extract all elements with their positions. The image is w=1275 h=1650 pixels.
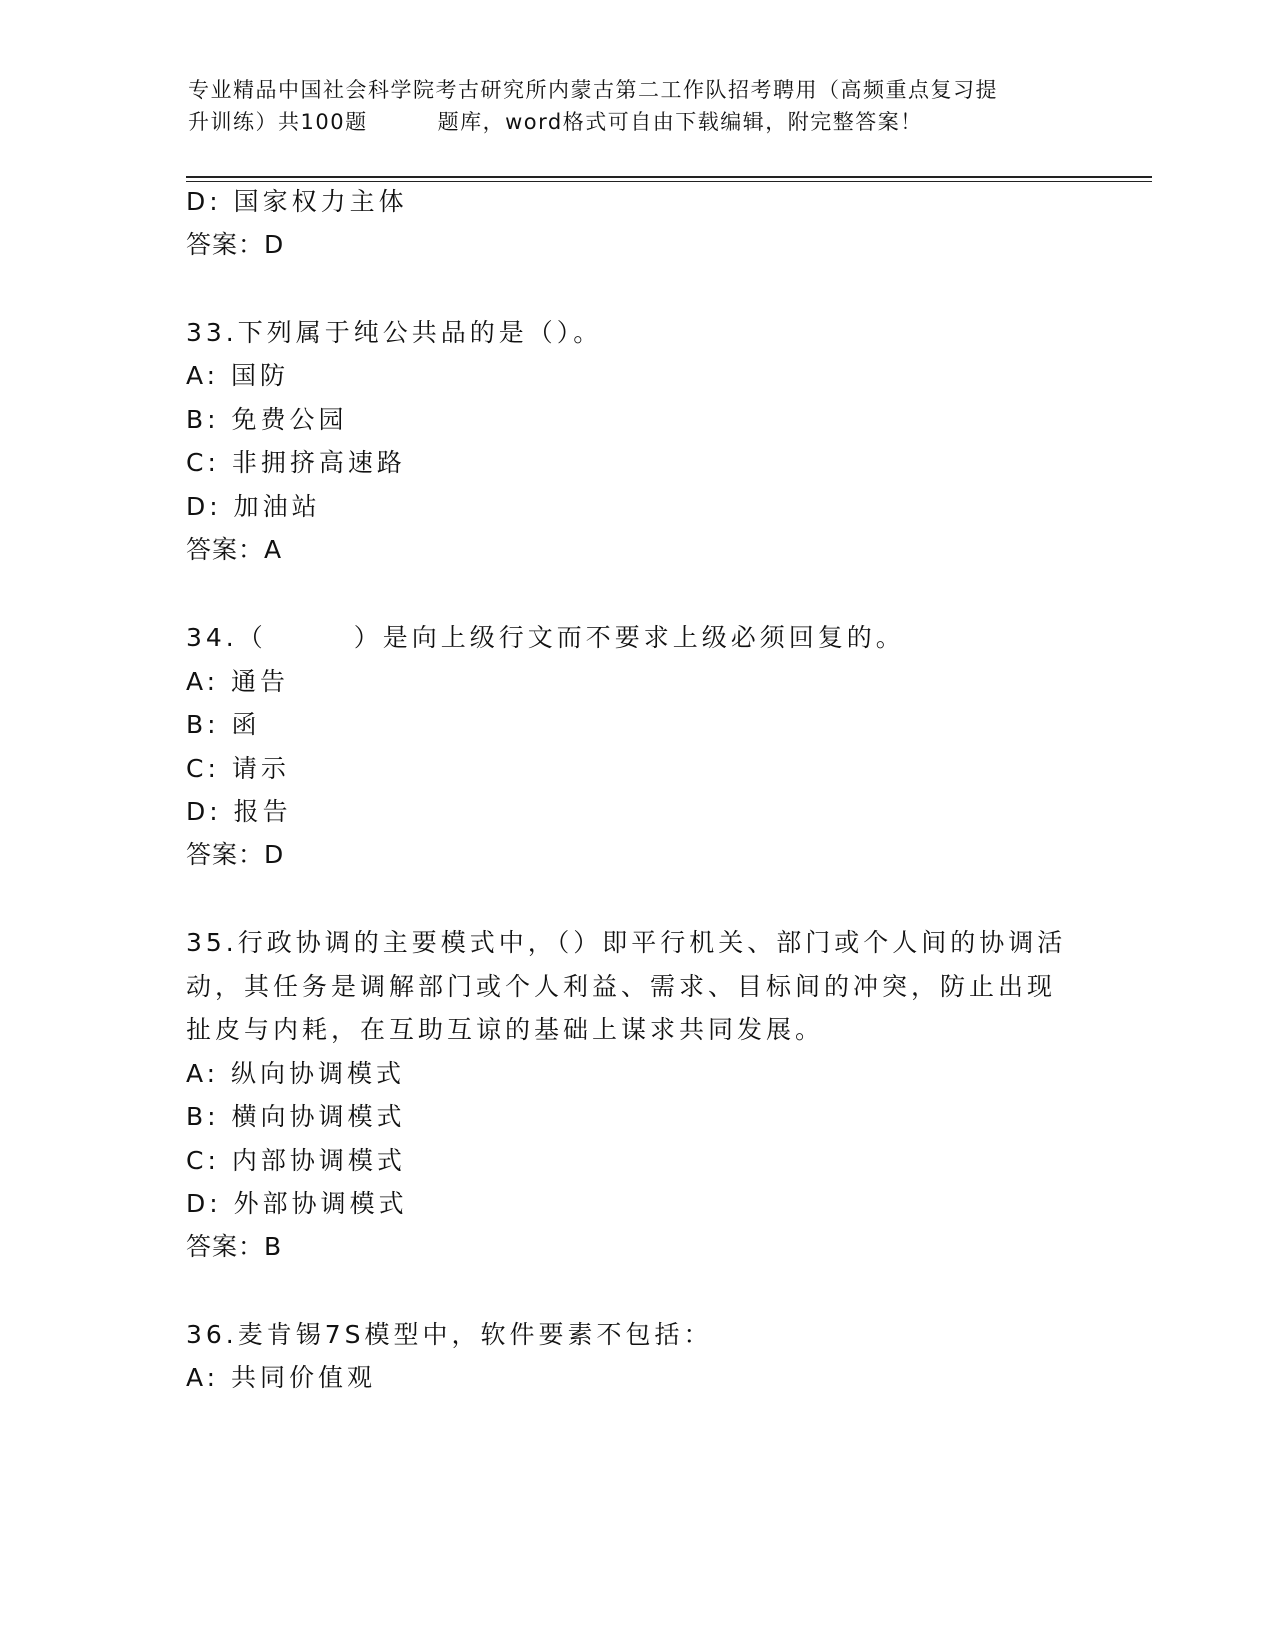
q35-stem-line-2: 动，其任务是调解部门或个人利益、需求、目标间的冲突，防止出现	[186, 972, 1057, 1001]
q35-answer: 答案：B	[186, 1232, 283, 1261]
q34-option-b: B: 函	[186, 710, 261, 739]
q33-answer: 答案：A	[186, 535, 283, 564]
q33-option-c: C: 非拥挤高速路	[186, 448, 406, 477]
q36-stem: 36.麦肯锡7S模型中，软件要素不包括：	[186, 1320, 713, 1349]
q33-option-d: D: 加油站	[186, 492, 321, 521]
q33-stem: 33.下列属于纯公共品的是（）。	[186, 318, 603, 347]
q35-option-a: A: 纵向协调模式	[186, 1059, 406, 1088]
q34-option-a: A: 通告	[186, 667, 290, 696]
q34-option-d: D: 报告	[186, 797, 292, 826]
header-line-2-part-2: 题库，word格式可自由下载编辑，附完整答案！	[437, 110, 923, 134]
q33-option-a: A: 国防	[186, 361, 290, 390]
q34-option-c: C: 请示	[186, 754, 290, 783]
q35-option-d: D: 外部协调模式	[186, 1189, 408, 1218]
page-header	[188, 74, 1088, 138]
prev-answer: 答案：D	[186, 230, 285, 259]
prev-option-d: D: 国家权力主体	[186, 187, 408, 216]
q36-option-a: A: 共同价值观	[186, 1363, 377, 1392]
header-line-2-part-1: 升训练）共100题	[188, 110, 368, 134]
q35-option-b: B: 横向协调模式	[186, 1102, 406, 1131]
header-rule-thin	[186, 181, 1152, 182]
q34-answer: 答案：D	[186, 840, 285, 869]
q35-stem-line-3: 扯皮与内耗，在互助互谅的基础上谋求共同发展。	[186, 1015, 825, 1044]
q33-option-b: B: 免费公园	[186, 405, 348, 434]
q35-option-c: C: 内部协调模式	[186, 1146, 406, 1175]
q35-stem-line-1: 35.行政协调的主要模式中，（）即平行机关、部门或个人间的协调活	[186, 928, 1067, 957]
header-line-1: 专业精品中国社会科学院考古研究所内蒙古第二工作队招考聘用（高频重点复习提	[188, 78, 998, 102]
q34-stem: 34.（ ）是向上级行文而不要求上级必须回复的。	[186, 623, 905, 652]
header-rule-thick	[186, 176, 1152, 178]
header-line-2	[188, 106, 1088, 138]
